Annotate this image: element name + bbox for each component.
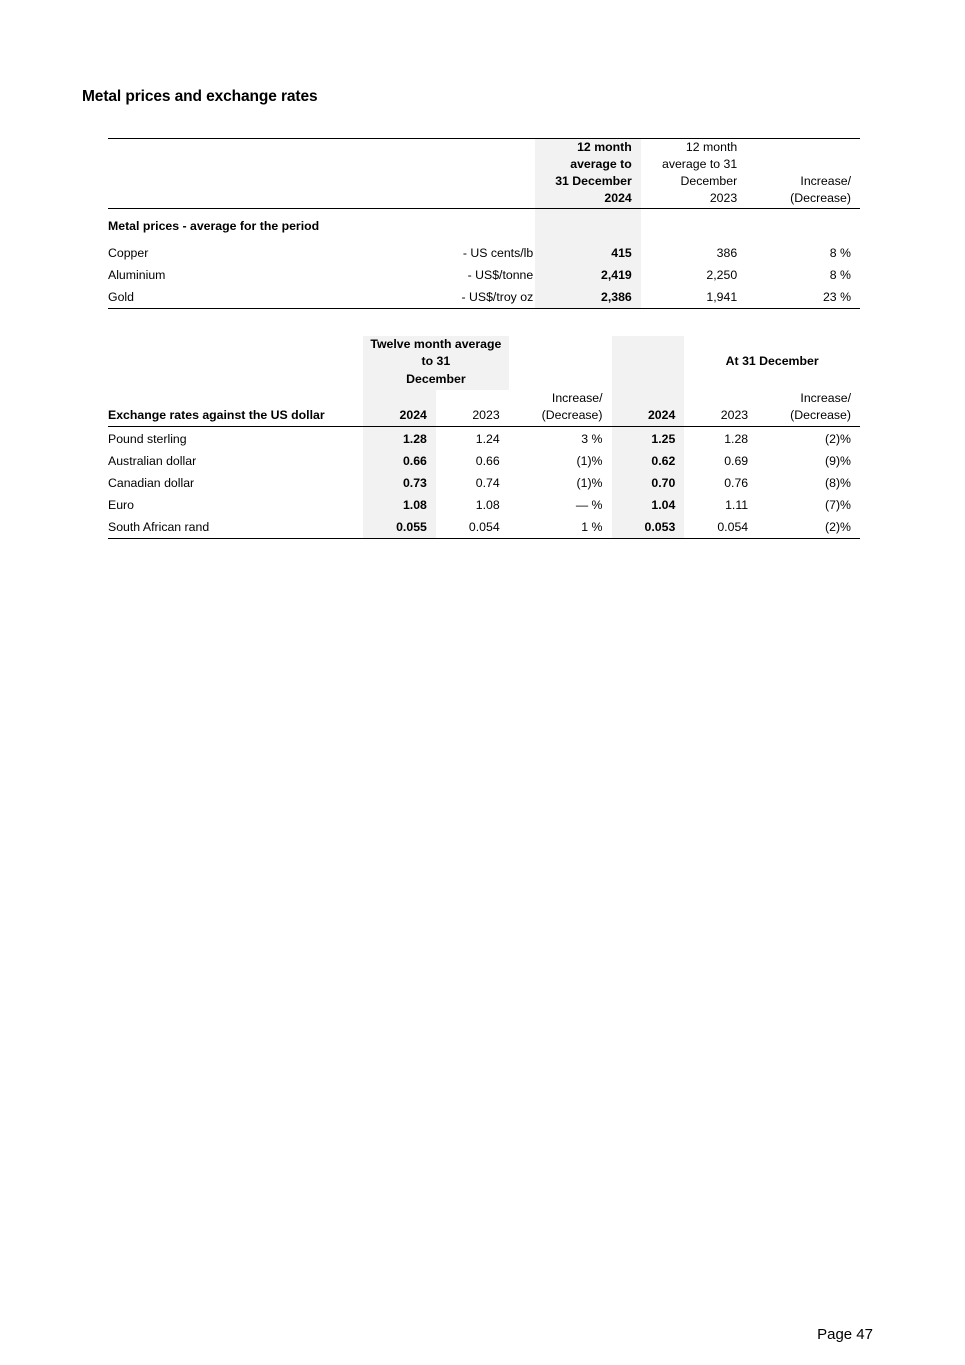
group-header-row-2 bbox=[108, 371, 860, 390]
header-at-change bbox=[757, 390, 860, 427]
section-label-row bbox=[108, 209, 860, 242]
header-row-label: Exchange rates against the US dollar bbox=[108, 408, 325, 422]
header-unit bbox=[419, 139, 535, 209]
row-avg-2023: 0.054 bbox=[436, 514, 509, 539]
group-header-line: Twelve month average to 31 bbox=[370, 337, 502, 368]
row-avg-2023: 1.08 bbox=[475, 498, 500, 512]
row-avg-2024: 1.28 bbox=[363, 427, 436, 449]
row-value-2023: 2,250 bbox=[706, 268, 738, 282]
row-value-2023: 1,941 bbox=[641, 284, 746, 309]
row-avg-2024: 1.08 bbox=[363, 492, 436, 514]
group-header-spacer bbox=[509, 371, 612, 390]
header-12-month-average-2024 bbox=[535, 139, 641, 209]
row-avg-change: (1)% bbox=[576, 476, 603, 490]
section-blank bbox=[641, 209, 746, 242]
group-header-at-date bbox=[612, 336, 685, 371]
group-header-spacer bbox=[612, 371, 685, 390]
row-avg-2023: 0.74 bbox=[475, 476, 500, 490]
row-at-2023: 0.69 bbox=[724, 454, 749, 468]
group-header-average bbox=[363, 336, 509, 371]
row-at-2024: 1.04 bbox=[612, 492, 685, 514]
row-unit: - US$/troy oz bbox=[419, 284, 535, 309]
header-line: average to bbox=[570, 157, 632, 171]
header-line: (Decrease) bbox=[790, 191, 851, 205]
group-header-blank bbox=[108, 336, 363, 371]
row-label: Gold bbox=[108, 284, 419, 309]
table-row bbox=[108, 241, 860, 262]
row-at-2024: 0.62 bbox=[612, 448, 685, 470]
section-blank bbox=[419, 209, 535, 242]
table-row bbox=[108, 284, 860, 309]
header-line: 2024 bbox=[604, 191, 632, 205]
row-avg-change: 3 % bbox=[509, 427, 612, 449]
group-header-at-date-label bbox=[684, 336, 860, 371]
table-row bbox=[108, 492, 860, 514]
row-avg-change: — % bbox=[575, 498, 603, 512]
row-change: 8 % bbox=[829, 246, 851, 260]
header-line: (Decrease) bbox=[790, 408, 851, 422]
row-avg-change: 1 % bbox=[509, 514, 612, 539]
group-header-row bbox=[108, 336, 860, 371]
header-avg-change bbox=[509, 390, 612, 427]
header-line: December bbox=[680, 174, 738, 188]
row-avg-2023: 1.24 bbox=[436, 427, 509, 449]
row-at-change: (7)% bbox=[825, 498, 851, 512]
row-avg-2024: 0.73 bbox=[363, 470, 436, 492]
table-header-row bbox=[108, 390, 860, 427]
row-at-change: (2)% bbox=[757, 427, 860, 449]
header-avg-2024: 2024 bbox=[363, 390, 436, 427]
row-at-2023: 1.28 bbox=[684, 427, 757, 449]
header-line: Increase/ bbox=[551, 391, 603, 405]
group-header-line: At 31 December bbox=[725, 354, 819, 368]
row-unit: - US cents/lb bbox=[462, 246, 534, 260]
row-avg-change: (1)% bbox=[576, 454, 603, 468]
row-unit: - US$/tonne bbox=[467, 268, 534, 282]
header-line: Increase/ bbox=[800, 174, 851, 188]
row-value-2024: 2,386 bbox=[535, 284, 641, 309]
row-label: Canadian dollar bbox=[108, 476, 195, 490]
row-avg-2024: 0.055 bbox=[363, 514, 436, 539]
header-line: 2023 bbox=[709, 191, 738, 205]
exchange-rates-table bbox=[108, 336, 860, 539]
row-change: 8 % bbox=[829, 268, 851, 282]
group-header-blank bbox=[108, 371, 363, 390]
section-blank bbox=[535, 209, 641, 242]
table-header-row bbox=[108, 139, 860, 209]
row-at-2023: 0.76 bbox=[724, 476, 749, 490]
table-row bbox=[108, 448, 860, 470]
row-change: 23 % bbox=[746, 284, 860, 309]
row-label: Copper bbox=[108, 246, 149, 260]
header-line: 31 December bbox=[555, 174, 632, 188]
row-at-2024: 0.053 bbox=[612, 514, 685, 539]
header-blank bbox=[108, 139, 419, 209]
section-label: Metal prices - average for the period bbox=[108, 209, 419, 242]
group-header-average-cont bbox=[509, 336, 612, 371]
header-at-2023: 2023 bbox=[720, 408, 749, 422]
header-line: average to 31 bbox=[661, 157, 738, 171]
table-row bbox=[108, 262, 860, 284]
header-at-2024: 2024 bbox=[612, 390, 685, 427]
row-label: South African rand bbox=[108, 514, 363, 539]
header-increase-decrease bbox=[746, 139, 860, 209]
page-title: Metal prices and exchange rates bbox=[82, 88, 318, 105]
table-row bbox=[108, 470, 860, 492]
row-at-change: (9)% bbox=[825, 454, 851, 468]
row-label: Pound sterling bbox=[108, 427, 363, 449]
group-header-average-line2 bbox=[363, 371, 509, 390]
header-line: (Decrease) bbox=[541, 408, 603, 422]
page-number: Page 47 bbox=[817, 1326, 873, 1343]
row-at-2024: 1.25 bbox=[612, 427, 685, 449]
header-12-month-average-2023 bbox=[641, 139, 746, 209]
row-value-2023: 386 bbox=[716, 246, 738, 260]
row-label: Euro bbox=[108, 498, 134, 512]
metal-prices-table bbox=[108, 138, 860, 309]
group-header-spacer bbox=[684, 371, 860, 390]
table-row bbox=[108, 427, 860, 449]
row-avg-2024: 0.66 bbox=[363, 448, 436, 470]
row-value-2024: 415 bbox=[535, 241, 641, 262]
header-line: 12 month bbox=[685, 140, 738, 154]
header-line: Increase/ bbox=[800, 391, 851, 405]
row-at-2024: 0.70 bbox=[612, 470, 685, 492]
row-avg-2023: 0.66 bbox=[475, 454, 500, 468]
row-at-change: (8)% bbox=[825, 476, 851, 490]
row-at-change: (2)% bbox=[757, 514, 860, 539]
row-label: Australian dollar bbox=[108, 454, 197, 468]
group-header-line: December bbox=[406, 372, 466, 386]
row-value-2024: 2,419 bbox=[535, 262, 641, 284]
row-at-2023: 1.11 bbox=[725, 498, 749, 512]
header-avg-2023: 2023 bbox=[472, 408, 500, 422]
row-label: Aluminium bbox=[108, 268, 166, 282]
header-line: 12 month bbox=[577, 140, 632, 154]
section-blank bbox=[746, 209, 860, 242]
row-at-2023: 0.054 bbox=[684, 514, 757, 539]
table-row bbox=[108, 514, 860, 539]
